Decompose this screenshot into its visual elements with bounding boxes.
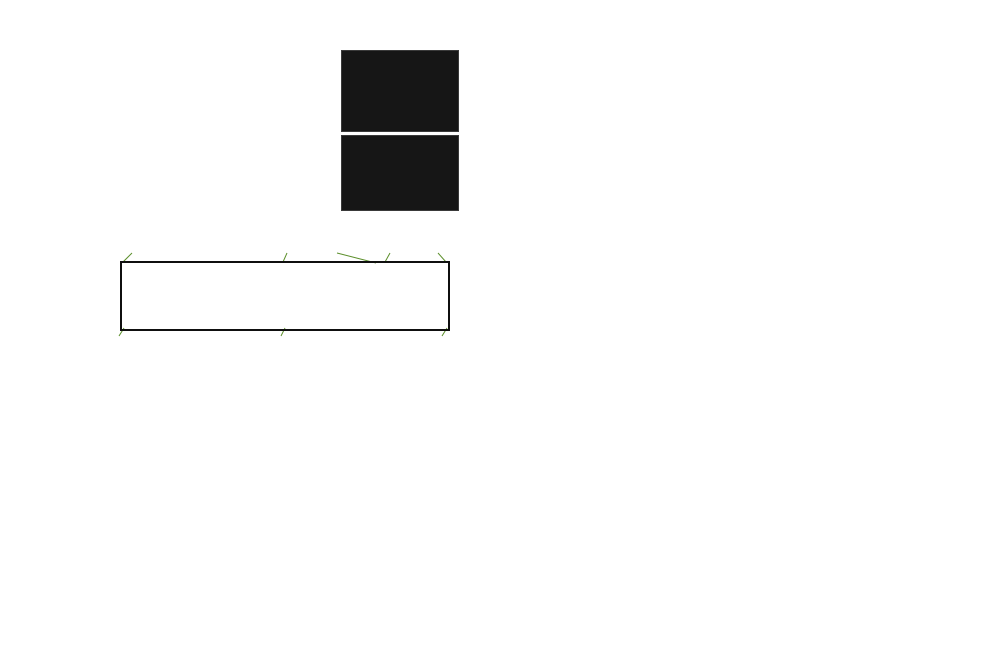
figure-4-24-caption: [35, 260, 119, 270]
page-left: [35, 20, 467, 355]
intro-row: [35, 50, 467, 223]
intro-text-column: [35, 50, 329, 223]
figure-4-23-caption: [341, 214, 461, 223]
tonal-gradient-bar: [120, 261, 450, 331]
rgb-histogram-image: [341, 135, 459, 211]
figure-4-24: [35, 233, 467, 355]
page-right: [535, 20, 965, 50]
figure-4-23: [341, 50, 461, 223]
running-head-left: [35, 20, 467, 32]
running-head-right: [535, 20, 965, 32]
brightness-histogram-image: [341, 50, 459, 132]
